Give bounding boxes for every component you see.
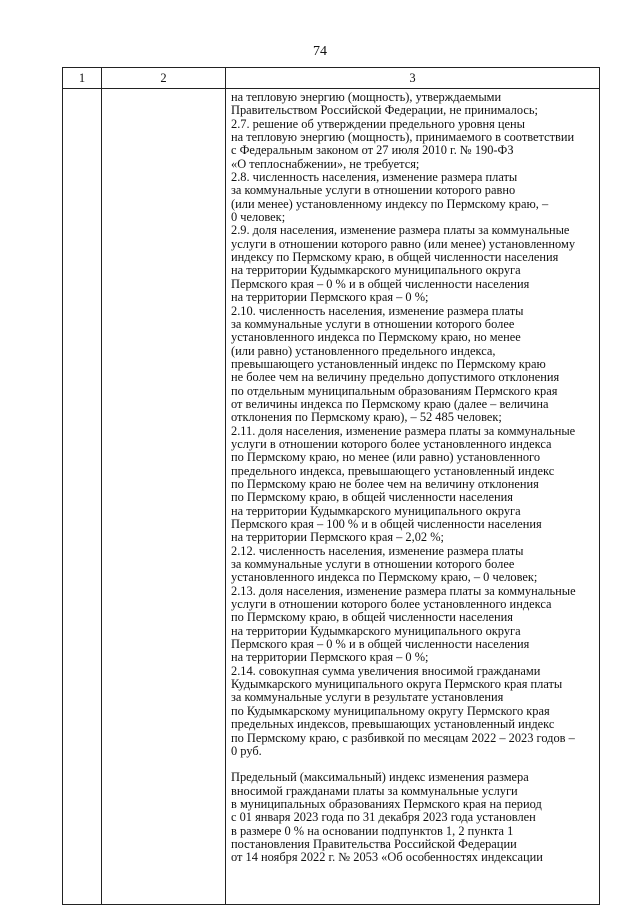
- text-line: по отдельным муниципальным образованиям Пермского края: [231, 383, 558, 398]
- text-line: на территории Кудымкарского муниципального округа: [231, 263, 521, 278]
- text-line: индексу по Пермскому краю, в общей численности населения: [231, 250, 559, 265]
- text-line: установленного индекса по Пермскому краю, – 0 человек;: [231, 570, 538, 585]
- text-line: Пермского края – 100 % и в общей численности населения: [231, 517, 542, 531]
- text-line: по Пермскому краю, в общей численности населения: [231, 610, 513, 625]
- text-line: 0 человек;: [231, 210, 286, 225]
- text-line: предельного индекса, превышающего установленный индекс: [231, 463, 555, 478]
- text-line: на тепловую энергию (мощность), утверждаемыми: [231, 90, 502, 104]
- header-col-2: 2: [102, 68, 226, 89]
- text-line: по Пермскому краю, но менее (или равно) установленного: [231, 450, 541, 465]
- text-line: «О теплоснабжении», не требуется;: [231, 156, 420, 171]
- cell-col-2: [102, 89, 226, 905]
- text-line: на территории Пермского края – 0 %;: [231, 650, 429, 665]
- text-line: предельных индексов, превышающих установленный индекс: [231, 717, 555, 732]
- text-line: (или менее) установленному индексу по Пермскому краю, –: [231, 196, 549, 211]
- text-line: за коммунальные услуги в отношении которого более: [231, 557, 515, 572]
- text-line: услуги в отношении которого более установленного индекса: [231, 597, 552, 612]
- text-line: по Пермскому краю не более чем на величину отклонения: [231, 476, 539, 491]
- text-line: на территории Пермского края – 2,02 %;: [231, 530, 444, 545]
- text-line: (или равно) установленного предельного индекса,: [231, 343, 496, 358]
- text-line: по Пермскому краю, с разбивкой по месяцам 2022 – 2023 годов –: [231, 730, 575, 745]
- text-line: от величины индекса по Пермскому краю (далее – величина: [231, 396, 549, 411]
- text-line: 2.10. численность населения, изменение размера платы: [231, 303, 524, 318]
- text-line: на тепловую энергию (мощность), принимаемого в соответствии: [231, 130, 575, 145]
- text-line: вносимой гражданами платы за коммунальные услуги: [231, 783, 518, 798]
- table-header-row: [63, 68, 600, 89]
- text-line: 2.8. численность населения, изменение размера платы: [231, 170, 518, 185]
- text-line: по Кудымкарскому муниципальному округу Пермского края: [231, 703, 550, 718]
- text-line: 2.11. доля населения, изменение размера платы за коммунальные: [231, 423, 576, 438]
- text-line: на территории Пермского края – 0 %;: [231, 290, 429, 305]
- text-line: постановления Правительства Российской Федерации: [231, 836, 517, 851]
- text-line: услуги в отношении которого равно (или менее) установленному: [231, 236, 576, 251]
- header-col-1: 1: [63, 68, 102, 89]
- text-line: в муниципальных образованиях Пермского края на период: [231, 796, 542, 811]
- text-line: Пермского края – 0 % и в общей численности населения: [231, 276, 530, 291]
- text-line: услуги в отношении которого более установленного индекса: [231, 436, 552, 451]
- text-line: с 01 января 2023 года по 31 декабря 2023 года установлен: [231, 810, 536, 825]
- header-col-3: 3: [226, 68, 600, 89]
- text-line: Пермского края – 0 % и в общей численности населения: [231, 637, 530, 652]
- text-line: 2.12. численность населения, изменение размера платы: [231, 543, 524, 558]
- text-line: на территории Кудымкарского муниципального округа: [231, 503, 521, 518]
- cell-col-3: [226, 89, 600, 905]
- text-line: превышающего установленный индекс по Пермскому краю: [231, 356, 546, 371]
- text-line: установленного индекса по Пермскому краю, но менее: [231, 330, 521, 345]
- text-line: в размере 0 % на основании подпунктов 1, 2 пункта 1: [231, 823, 514, 838]
- text-line: 2.13. доля населения, изменение размера платы за коммунальные: [231, 583, 576, 598]
- text-line: 0 руб.: [231, 743, 262, 758]
- text-line: за коммунальные услуги в отношении которого более: [231, 316, 515, 331]
- text-line: отклонения по Пермскому краю), – 52 485 человек;: [231, 410, 502, 425]
- cell-col-1: [63, 89, 102, 905]
- text-line: 2.7. решение об утверждении предельного уровня цены: [231, 116, 525, 131]
- text-line: за коммунальные услуги в отношении которого равно: [231, 183, 516, 198]
- text-line: от 14 ноября 2022 г. № 2053 «Об особенностях индексации: [231, 850, 543, 865]
- text-line: 2.9. доля населения, изменение размера платы за коммунальные: [231, 223, 570, 238]
- text-line: за коммунальные услуги в результате установления: [231, 690, 504, 705]
- table-row: [63, 89, 600, 905]
- text-line: Кудымкарского муниципального округа Пермского края платы: [231, 677, 563, 692]
- page-number: 74: [313, 44, 327, 59]
- text-line: на территории Кудымкарского муниципального округа: [231, 623, 521, 638]
- text-line: не более чем на величину предельно допустимого отклонения: [231, 370, 560, 385]
- text-line: Предельный (максимальный) индекс изменения размера: [231, 770, 529, 785]
- text-line: Правительством Российской Федерации, не принималось;: [231, 103, 538, 118]
- col3-text: [226, 89, 599, 865]
- text-line: по Пермскому краю, в общей численности населения: [231, 490, 513, 505]
- text-line: с Федеральным законом от 27 июля 2010 г. № 190-ФЗ: [231, 143, 514, 158]
- document-table: [62, 67, 600, 905]
- text-line: 2.14. совокупная сумма увеличения вносимой гражданами: [231, 663, 541, 678]
